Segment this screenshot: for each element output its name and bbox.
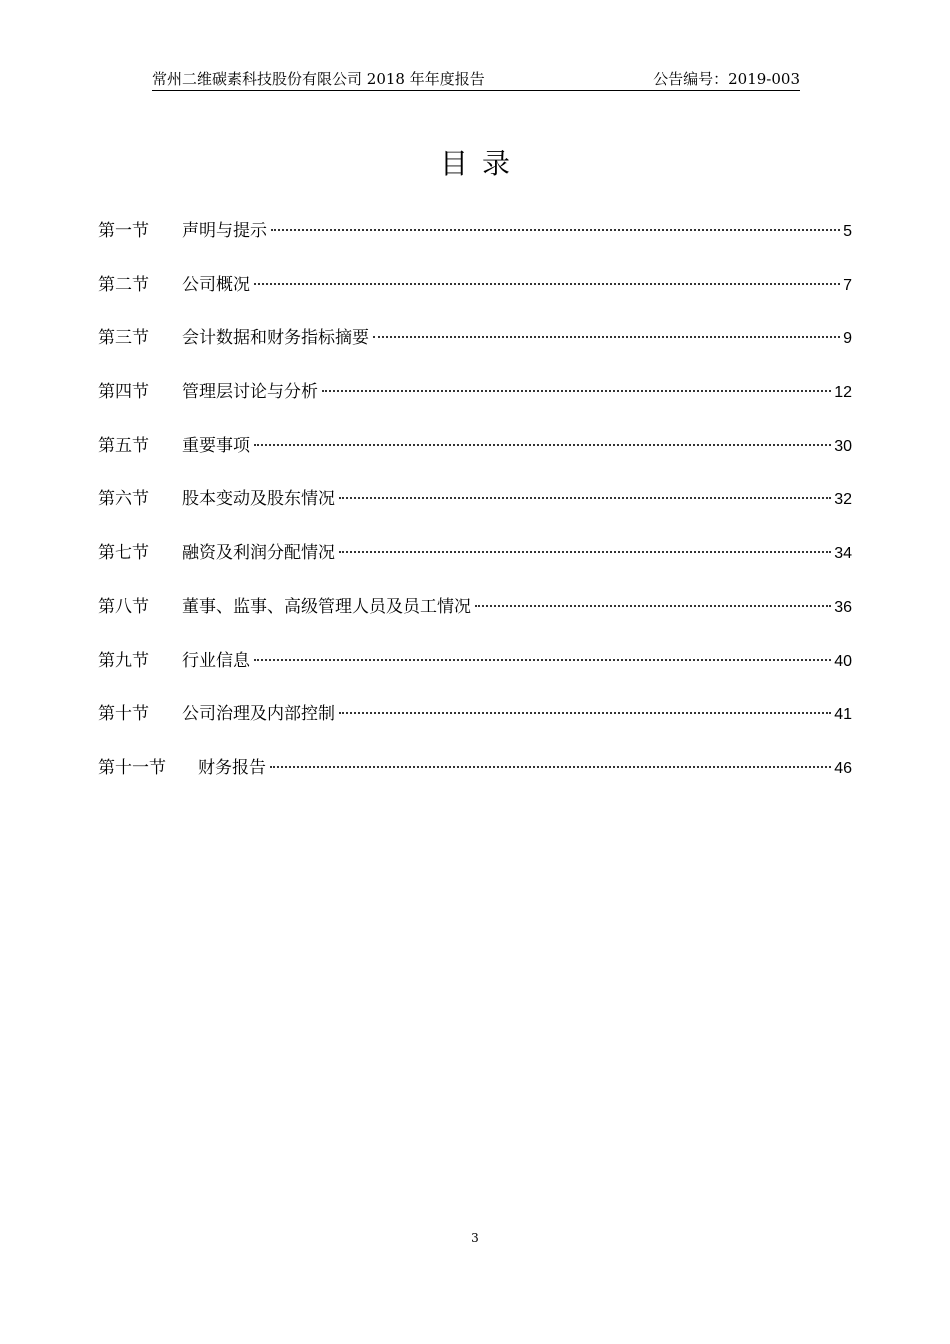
toc-section-title: 财务报告 — [198, 757, 266, 778]
toc-page-number: 7 — [843, 276, 852, 294]
toc-section-number: 第五节 — [98, 435, 149, 456]
toc-section-number: 第十节 — [98, 704, 149, 725]
toc-entry-8[interactable] — [98, 593, 852, 647]
toc-section-number: 第九节 — [98, 650, 149, 671]
page-header — [152, 68, 800, 91]
toc-section-title: 公司治理及内部控制 — [182, 704, 335, 725]
toc-entry-4[interactable] — [98, 378, 852, 432]
page-title: 目录 — [439, 147, 524, 180]
header-report-title: 常州二维碳素科技股份有限公司 2018 年年度报告 — [152, 70, 485, 88]
toc-section-number: 第四节 — [98, 382, 149, 403]
toc-section-number: 第一节 — [98, 221, 149, 241]
toc-dot-leader — [254, 659, 831, 661]
toc-section-number: 第七节 — [98, 543, 149, 564]
toc-page-number: 32 — [834, 491, 852, 509]
toc-section-number: 第八节 — [98, 596, 149, 617]
toc-section-number: 第二节 — [98, 274, 149, 295]
toc-dot-leader — [254, 283, 840, 285]
toc-section-title: 声明与提示 — [182, 221, 267, 241]
toc-section-number: 第六节 — [98, 489, 149, 510]
toc-page-number: 41 — [834, 706, 852, 724]
toc-page-number: 34 — [834, 545, 852, 563]
toc-entry-3[interactable] — [98, 324, 852, 378]
toc-page-number: 40 — [834, 652, 852, 670]
table-of-contents — [98, 217, 852, 808]
toc-page-number: 46 — [834, 759, 852, 777]
toc-entry-2[interactable] — [98, 271, 852, 325]
toc-page-number: 12 — [834, 384, 852, 402]
toc-section-title: 公司概况 — [182, 274, 250, 295]
toc-section-title: 董事、监事、高级管理人员及员工情况 — [182, 596, 471, 617]
toc-page-number: 5 — [843, 223, 852, 240]
toc-section-number: 第三节 — [98, 328, 149, 349]
toc-page-number: 30 — [834, 437, 852, 455]
toc-section-number: 第十一节 — [98, 757, 166, 778]
toc-entry-10[interactable] — [98, 700, 852, 754]
toc-dot-leader — [373, 336, 840, 338]
toc-dot-leader — [271, 229, 840, 231]
header-announcement-number: 公告编号：2019-003 — [653, 70, 800, 88]
toc-entry-7[interactable] — [98, 539, 852, 593]
page-number: 3 — [471, 1231, 479, 1245]
toc-dot-leader — [339, 497, 831, 499]
toc-entry-9[interactable] — [98, 647, 852, 701]
toc-dot-leader — [322, 390, 831, 392]
toc-entry-5[interactable] — [98, 432, 852, 486]
toc-dot-leader — [339, 551, 831, 553]
toc-entry-11[interactable] — [98, 754, 852, 808]
toc-dot-leader — [339, 712, 831, 714]
toc-entry-6[interactable] — [98, 485, 852, 539]
toc-section-title: 管理层讨论与分析 — [182, 382, 318, 403]
toc-page-number: 36 — [834, 598, 852, 616]
toc-section-title: 行业信息 — [182, 650, 250, 671]
toc-section-title: 重要事项 — [182, 435, 250, 456]
toc-page-number: 9 — [843, 330, 852, 348]
toc-dot-leader — [254, 444, 831, 446]
toc-section-title: 股本变动及股东情况 — [182, 489, 335, 510]
toc-section-title: 会计数据和财务指标摘要 — [182, 328, 369, 349]
toc-entry-1[interactable] — [98, 217, 852, 271]
toc-dot-leader — [475, 605, 831, 607]
toc-dot-leader — [270, 766, 831, 768]
toc-section-title: 融资及利润分配情况 — [182, 543, 335, 564]
